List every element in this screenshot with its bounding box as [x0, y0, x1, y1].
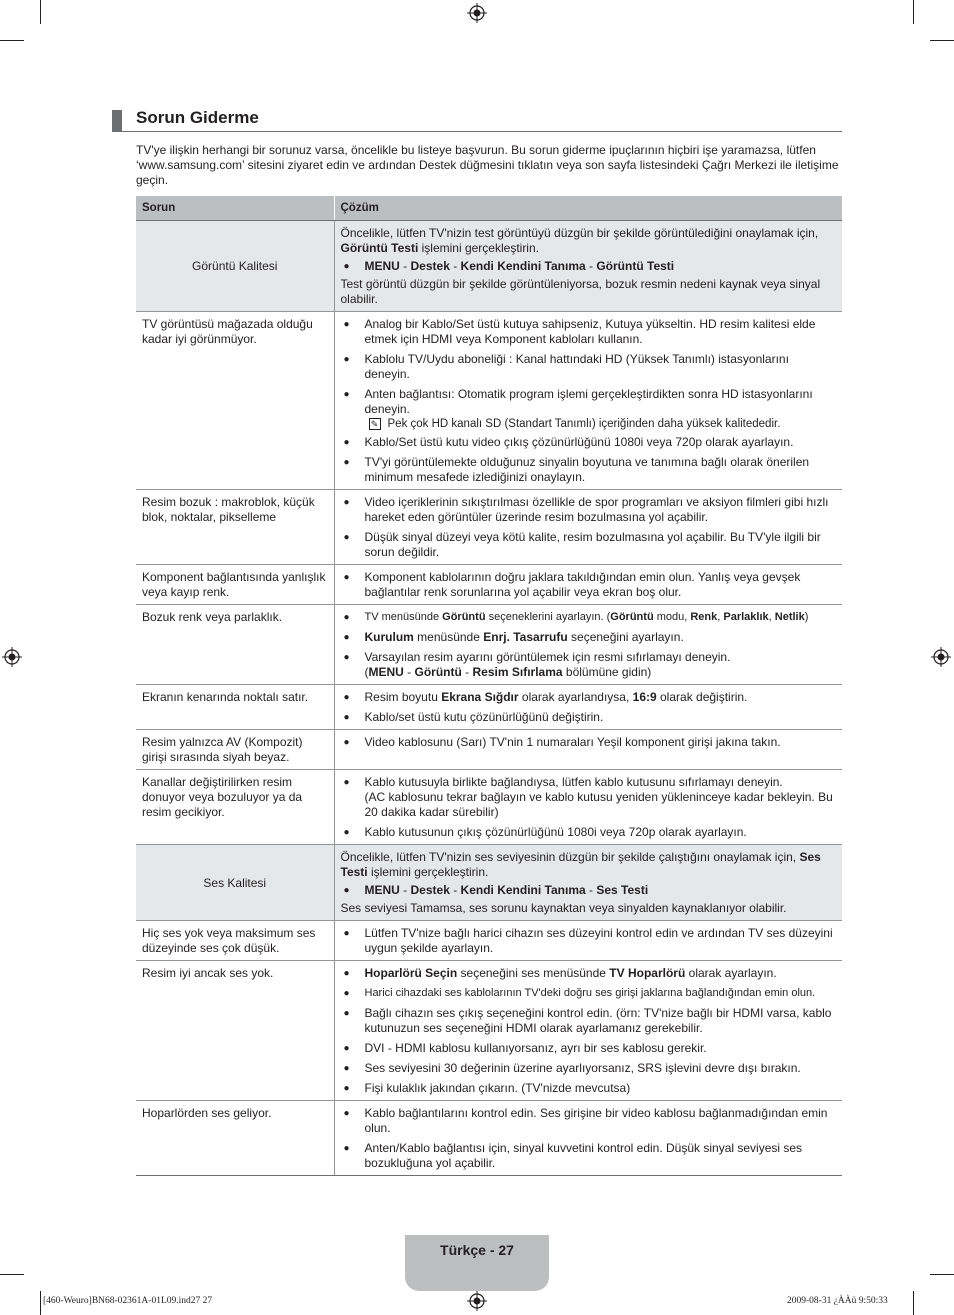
table-row [136, 1101, 842, 1176]
table-row [136, 490, 842, 565]
col-header-problem: Sorun [136, 196, 334, 221]
problem-cell: Komponent bağlantısında yanlışlık veya kayıp renk. [136, 565, 334, 605]
solution-cell [334, 730, 842, 770]
page-number: Türkçe - 27 [440, 1242, 514, 1258]
problem-cell: Görüntü Kalitesi [136, 221, 334, 312]
solution-list [341, 883, 837, 898]
crop-mark [0, 1274, 24, 1275]
note-icon: ✎ [369, 418, 381, 430]
solution-list [341, 735, 837, 750]
table-row [136, 770, 842, 845]
table-header-row [136, 196, 842, 221]
solution-cell [334, 845, 842, 921]
problem-cell: Hoparlörden ses geliyor. [136, 1101, 334, 1176]
registration-mark-icon [931, 647, 951, 667]
solution-list [341, 690, 837, 725]
solution-list [341, 317, 837, 417]
solution-list [341, 926, 837, 956]
problem-cell: Resim bozuk : makroblok, küçük blok, noktalar, pikselleme [136, 490, 334, 565]
list-item: ● Kablo/set üstü kutu çözünürlüğünü değiştirin. [341, 710, 837, 725]
crop-mark [0, 40, 24, 41]
list-item: ● TV menüsünde Görüntü seçeneklerini ayarlayın. (Görüntü modu, Renk, Parlaklık, Netlik) [341, 610, 837, 625]
intro-text: TV'ye ilişkin herhangi bir sorunuz varsa, öncelikle bu listeye başvurun. Bu sorun giderme ipuçlarının hiçbiri işe yaramazsa, lütfen ‘www.samsung.com’ sitesini ziyaret edin ve ardından Destek düğmesini tıklatın veya son sayfa listesindeki Çağrı Merkezi ile iletişime geçin. [136, 143, 839, 187]
registration-mark-icon [467, 1291, 487, 1311]
list-item: ● Düşük sinyal düzeyi veya kötü kalite, resim bozulmasına yol açabilir. Bu TV'yle ilgili bir sorun değildir. [341, 530, 837, 560]
table-row [136, 685, 842, 730]
crop-mark [930, 40, 954, 41]
problem-cell: TV görüntüsü mağazada olduğu kadar iyi görünmüyor. [136, 312, 334, 490]
list-item: ● DVI - HDMI kablosu kullanıyorsanız, ayrı bir ses kablosu gerekir. [341, 1041, 837, 1056]
list-item: ● Bağlı cihazın ses çıkış seçeneğini kontrol edin. (örn: TV'nize bağlı bir HDMI varsa, kablo kutunuzun ses seçeneğini HDMI olarak ayarlamanız gerekebilir. [341, 1006, 837, 1036]
col-header-solution: Çözüm [334, 196, 842, 221]
print-slug-left: [460-Weuro]BN68-02361A-01L09.ind27 27 [43, 1296, 213, 1306]
troubleshooting-table [136, 196, 842, 1176]
list-item: ● Kablolu TV/Uydu aboneliği : Kanal hattındaki HD (Yüksek Tanımlı) istasyonlarını deneyin. [341, 352, 837, 382]
solution-cell [334, 961, 842, 1101]
table-row [136, 565, 842, 605]
list-item: ● MENU - Destek - Kendi Kendini Tanıma - Ses Testi [341, 883, 837, 898]
crop-mark [913, 1291, 914, 1315]
list-item: ● Hoparlörü Seçin seçeneğini ses menüsünde TV Hoparlörü olarak ayarlayın. [341, 966, 837, 981]
registration-mark-icon [467, 3, 487, 23]
solution-cell [334, 605, 842, 685]
solution-cell [334, 770, 842, 845]
problem-cell: Hiç ses yok veya maksimum ses düzeyinde ses çok düşük. [136, 921, 334, 961]
list-item: ● Analog bir Kablo/Set üstü kutuya sahipseniz, Kutuya yükseltin. HD resim kalitesi elde etmek için HDMI veya Komponent kabloları kullanın. [341, 317, 837, 347]
list-item: ● Video kablosunu (Sarı) TV'nin 1 numaraları Yeşil komponent girişi jakına takın. [341, 735, 837, 750]
list-item: ● Kablo/Set üstü kutu video çıkış çözünürlüğünü 1080i veya 720p olarak ayarlayın. [341, 435, 837, 450]
problem-cell: Resim yalnızca AV (Kompozit) girişi sırasında siyah beyaz. [136, 730, 334, 770]
print-slug-right: 2009-08-31 ¿ÀÀü 9:50:33 [787, 1296, 888, 1306]
crop-mark [40, 1291, 41, 1315]
table-row [136, 730, 842, 770]
solution-cell [334, 312, 842, 490]
list-item: ● Anten/Kablo bağlantısı için, sinyal kuvvetini kontrol edin. Düşük sinyal seviyesi ses bozukluğuna yol açabilir. [341, 1141, 837, 1171]
solution-text: Öncelikle, lütfen TV'nizin ses seviyesinin düzgün bir şekilde çalıştığını onaylamak için, Ses Testi işlemini gerçekleştirin. [340, 850, 821, 879]
table-row [136, 221, 842, 312]
list-item: ● Resim boyutu Ekrana Sığdır olarak ayarlandıysa, 16:9 olarak değiştirin. [341, 690, 837, 705]
solution-list [341, 435, 837, 485]
solution-text: Test görüntü düzgün bir şekilde görüntüleniyorsa, bozuk resmin nedeni kaynak veya sinyal olabilir. [340, 277, 821, 306]
table-row [136, 921, 842, 961]
registration-mark-icon [2, 647, 22, 667]
list-item: ● Lütfen TV'nize bağlı harici cihazın ses düzeyini kontrol edin ve ardından TV ses düzeyini uygun şekilde ayarlayın. [341, 926, 837, 956]
heading-bar [112, 110, 122, 131]
list-item: ● Kablo kutusunun çıkış çözünürlüğünü 1080i veya 720p olarak ayarlayın. [341, 825, 837, 840]
solution-list [341, 495, 837, 560]
solution-list [341, 259, 837, 274]
solution-text: Öncelikle, lütfen TV'nizin test görüntüyü düzgün bir şekilde görüntülediğini onaylamak için, Görüntü Testi işlemini gerçekleştirin. [340, 226, 819, 255]
solution-cell [334, 1101, 842, 1176]
list-item: ● MENU - Destek - Kendi Kendini Tanıma - Görüntü Testi [341, 259, 837, 274]
table-row [136, 961, 842, 1101]
table-row [136, 312, 842, 490]
solution-text: Ses seviyesi Tamamsa, ses sorunu kaynaktan veya sinyalden kaynaklanıyor olabilir. [340, 901, 787, 915]
list-item: ● Ses seviyesini 30 değerinin üzerine ayarlıyorsanız, SRS işlevini devre dışı bırakın. [341, 1061, 837, 1076]
solution-cell [334, 565, 842, 605]
problem-cell: Ekranın kenarında noktalı satır. [136, 685, 334, 730]
list-item: ● TV'yi görüntülemekte olduğunuz sinyalin boyutuna ve tanımına bağlı olarak önerilen minimum mesafede izlediğinizi onaylayın. [341, 455, 837, 485]
solution-list [341, 1106, 837, 1171]
problem-cell: Bozuk renk veya parlaklık. [136, 605, 334, 685]
solution-cell [334, 490, 842, 565]
solution-cell [334, 685, 842, 730]
crop-mark [40, 0, 41, 24]
list-item: ● Kurulum menüsünde Enrj. Tasarrufu seçeneğini ayarlayın. [341, 630, 837, 645]
crop-mark [930, 1274, 954, 1275]
note: ✎ Pek çok HD kanalı SD (Standart Tanımlı) içeriğinden daha yüksek kalitededir. [341, 417, 837, 432]
list-item: ● Komponent kablolarının doğru jaklara takıldığından emin olun. Yanlış veya gevşek bağlantılar renk sorunlarına yol açabilir veya ekran boş olur. [341, 570, 837, 600]
list-item: ● Harici cihazdaki ses kablolarının TV'deki doğru ses girişi jaklarına bağlandığından emin olun. [341, 986, 837, 1001]
problem-cell: Ses Kalitesi [136, 845, 334, 921]
problem-cell: Kanallar değiştirilirken resim donuyor veya bozuluyor ya da resim gecikiyor. [136, 770, 334, 845]
section-title: Sorun Giderme [136, 108, 259, 127]
table-row [136, 605, 842, 685]
solution-list [341, 775, 837, 840]
list-item: ● Varsayılan resim ayarını görüntülemek için resmi sıfırlamayı deneyin. (MENU - Görüntü - Resim Sıfırlama bölümüne gidin) [341, 650, 837, 680]
list-item: ● Fişi kulaklık jakından çıkarın. (TV'nizde mevcutsa) [341, 1081, 837, 1096]
list-item: ● Anten bağlantısı: Otomatik program işlemi gerçekleştirdikten sonra HD istasyonlarını deneyin. [341, 387, 837, 417]
solution-list [341, 570, 837, 600]
list-item: ● Kablo bağlantılarını kontrol edin. Ses girişine bir video kablosu bağlanmadığından emin olun. [341, 1106, 837, 1136]
problem-cell: Resim iyi ancak ses yok. [136, 961, 334, 1101]
table-row [136, 845, 842, 921]
solution-list [341, 610, 837, 680]
solution-cell [334, 221, 842, 312]
crop-mark [913, 0, 914, 24]
list-item: ● Video içeriklerinin sıkıştırılması özellikle de spor programları ve aksiyon filmleri gibi hızlı hareket eden görüntüler üzerinde resim bozulmasına yol açabilir. [341, 495, 837, 525]
solution-cell [334, 921, 842, 961]
solution-list [341, 966, 837, 1096]
list-item: ● Kablo kutusuyla birlikte bağlandıysa, lütfen kablo kutusunu sıfırlamayı deneyin. (AC kablosunu tekrar bağlayın ve kablo kutusu yeniden yükleninceye kadar bekleyin. Bu 20 dakika kadar sürebilir) [341, 775, 837, 820]
heading-rule [112, 131, 842, 132]
